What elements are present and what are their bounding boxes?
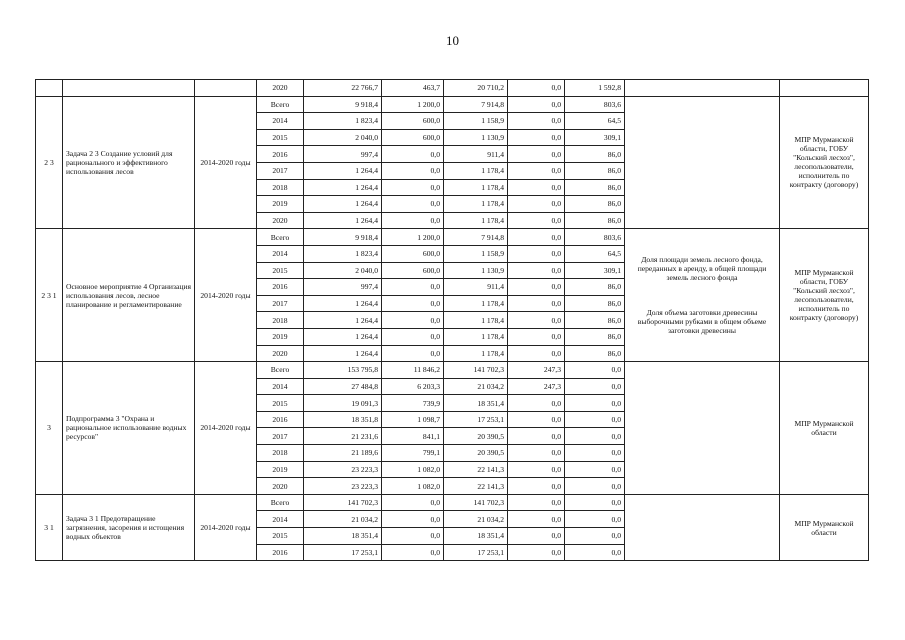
value-cell: 17 253,1: [444, 544, 508, 561]
value-cell: 21 034,2: [444, 378, 508, 395]
value-cell: 86,0: [565, 212, 625, 229]
year-cell: 2018: [257, 312, 304, 329]
value-cell: 0,0: [382, 328, 444, 345]
value-cell: 1 823,4: [304, 245, 382, 262]
table-row: [36, 362, 869, 379]
value-cell: 0,0: [508, 229, 565, 246]
budget-table: [35, 79, 869, 561]
value-cell: 1 130,9: [444, 262, 508, 279]
year-cell: 2016: [257, 279, 304, 296]
year-cell: 2014: [257, 245, 304, 262]
year-cell: 2020: [257, 212, 304, 229]
value-cell: 0,0: [565, 411, 625, 428]
value-cell: 86,0: [565, 345, 625, 362]
value-cell: 0,0: [508, 80, 565, 97]
value-cell: 0,0: [565, 428, 625, 445]
value-cell: 0,0: [508, 96, 565, 113]
value-cell: 1 823,4: [304, 113, 382, 130]
value-cell: 1 264,4: [304, 162, 382, 179]
value-cell: 0,0: [382, 295, 444, 312]
value-cell: 600,0: [382, 262, 444, 279]
table-row: [36, 96, 869, 113]
year-cell: 2020: [257, 80, 304, 97]
page-number: 10: [446, 33, 459, 48]
value-cell: 0,0: [565, 528, 625, 545]
indicators-cell: [625, 494, 780, 560]
value-cell: 309,1: [565, 262, 625, 279]
value-cell: 1 082,0: [382, 478, 444, 495]
row-period: 2014-2020 годы: [195, 96, 257, 229]
value-cell: 997,4: [304, 279, 382, 296]
value-cell: 1 178,4: [444, 162, 508, 179]
value-cell: 0,0: [565, 378, 625, 395]
row-code: 3: [36, 362, 63, 495]
value-cell: 600,0: [382, 113, 444, 130]
value-cell: 6 203,3: [382, 378, 444, 395]
value-cell: 86,0: [565, 279, 625, 296]
row-name: Основное мероприятие 4 Организация использования лесов, лесное планирование и регламентирование: [63, 229, 195, 362]
value-cell: 153 795,8: [304, 362, 382, 379]
value-cell: 600,0: [382, 129, 444, 146]
value-cell: 21 034,2: [444, 511, 508, 528]
value-cell: 1 264,4: [304, 295, 382, 312]
value-cell: 0,0: [508, 345, 565, 362]
value-cell: 1 178,4: [444, 328, 508, 345]
value-cell: 0,0: [508, 445, 565, 462]
value-cell: 0,0: [508, 113, 565, 130]
value-cell: 803,6: [565, 229, 625, 246]
indicator-spacer: [628, 282, 776, 308]
value-cell: 0,0: [508, 411, 565, 428]
value-cell: 0,0: [508, 295, 565, 312]
value-cell: 0,0: [382, 494, 444, 511]
value-cell: 1 200,0: [382, 96, 444, 113]
row-name: Задача 3 1 Предотвращение загрязнения, засорения и истощения водных объектов: [63, 494, 195, 560]
value-cell: 1 178,4: [444, 196, 508, 213]
value-cell: 0,0: [508, 245, 565, 262]
value-cell: 803,6: [565, 96, 625, 113]
value-cell: 0,0: [508, 478, 565, 495]
row-code: 3 1: [36, 494, 63, 560]
value-cell: 21 034,2: [304, 511, 382, 528]
value-cell: 0,0: [382, 345, 444, 362]
year-cell: 2020: [257, 345, 304, 362]
year-cell: 2014: [257, 378, 304, 395]
value-cell: 22 141,3: [444, 461, 508, 478]
value-cell: 9 918,4: [304, 96, 382, 113]
value-cell: 0,0: [565, 445, 625, 462]
table-row: [36, 80, 869, 97]
value-cell: 0,0: [565, 395, 625, 412]
value-cell: 0,0: [508, 129, 565, 146]
value-cell: 997,4: [304, 146, 382, 163]
value-cell: 0,0: [382, 279, 444, 296]
table-body: [36, 80, 869, 561]
value-cell: 7 914,8: [444, 229, 508, 246]
value-cell: 1 178,4: [444, 295, 508, 312]
value-cell: 0,0: [382, 179, 444, 196]
value-cell: 22 766,7: [304, 80, 382, 97]
value-cell: 86,0: [565, 312, 625, 329]
value-cell: 0,0: [565, 511, 625, 528]
value-cell: 0,0: [565, 478, 625, 495]
value-cell: 0,0: [508, 262, 565, 279]
value-cell: 23 223,3: [304, 478, 382, 495]
value-cell: 911,4: [444, 279, 508, 296]
year-cell: 2016: [257, 544, 304, 561]
row-name: Задача 2 3 Создание условий для рационального и эффективного использования лесов: [63, 96, 195, 229]
value-cell: 20 390,5: [444, 445, 508, 462]
year-cell: 2017: [257, 295, 304, 312]
value-cell: 0,0: [508, 395, 565, 412]
year-cell: 2019: [257, 328, 304, 345]
year-cell: 2017: [257, 428, 304, 445]
value-cell: 0,0: [508, 162, 565, 179]
value-cell: 799,1: [382, 445, 444, 462]
value-cell: 1 158,9: [444, 113, 508, 130]
value-cell: 0,0: [508, 511, 565, 528]
value-cell: 1 264,4: [304, 312, 382, 329]
value-cell: 17 253,1: [304, 544, 382, 561]
year-cell: Всего: [257, 494, 304, 511]
row-code: 2 3 1: [36, 229, 63, 362]
value-cell: 1 082,0: [382, 461, 444, 478]
value-cell: 1 178,4: [444, 179, 508, 196]
value-cell: 600,0: [382, 245, 444, 262]
value-cell: 0,0: [508, 196, 565, 213]
value-cell: 86,0: [565, 146, 625, 163]
row-period: 2014-2020 годы: [195, 362, 257, 495]
value-cell: 911,4: [444, 146, 508, 163]
indicator-cell: [625, 80, 780, 97]
value-cell: 1 200,0: [382, 229, 444, 246]
value-cell: 64,5: [565, 113, 625, 130]
indicator-text: Доля площади земель лесного фонда, переданных в аренду, в общей площади земель лесного фонда: [637, 255, 767, 283]
value-cell: 0,0: [508, 312, 565, 329]
value-cell: 0,0: [382, 196, 444, 213]
value-cell: 64,5: [565, 245, 625, 262]
value-cell: 141 702,3: [444, 494, 508, 511]
value-cell: 0,0: [382, 162, 444, 179]
value-cell: 1 264,4: [304, 345, 382, 362]
value-cell: 86,0: [565, 162, 625, 179]
value-cell: 17 253,1: [444, 411, 508, 428]
value-cell: 23 223,3: [304, 461, 382, 478]
value-cell: 0,0: [508, 528, 565, 545]
value-cell: 1 158,9: [444, 245, 508, 262]
value-cell: 0,0: [382, 312, 444, 329]
row-period: 2014-2020 годы: [195, 494, 257, 560]
year-cell: Всего: [257, 229, 304, 246]
value-cell: 0,0: [508, 212, 565, 229]
indicator-text: Доля объема заготовки древесины выборочными рубками в общем объеме заготовки древесины: [637, 308, 767, 336]
value-cell: 1 098,7: [382, 411, 444, 428]
row-period: 2014-2020 годы: [195, 229, 257, 362]
value-cell: 739,9: [382, 395, 444, 412]
value-cell: 21 231,6: [304, 428, 382, 445]
year-cell: 2018: [257, 179, 304, 196]
year-cell: 2019: [257, 461, 304, 478]
year-cell: 2014: [257, 511, 304, 528]
value-cell: 1 178,4: [444, 312, 508, 329]
value-cell: 20 390,5: [444, 428, 508, 445]
year-cell: 2015: [257, 129, 304, 146]
value-cell: 247,3: [508, 362, 565, 379]
executor-cell: МПР Мурманской области: [780, 494, 869, 560]
value-cell: 141 702,3: [304, 494, 382, 511]
year-cell: 2015: [257, 395, 304, 412]
value-cell: 0,0: [382, 146, 444, 163]
year-cell: 2019: [257, 196, 304, 213]
value-cell: 86,0: [565, 328, 625, 345]
executor-cell: МПР Мурманской области, ГОБУ "Кольский лесхоз", лесопользователи, исполнитель по контракту (договору): [780, 96, 869, 229]
executor-cell: [780, 80, 869, 97]
value-cell: 21 189,6: [304, 445, 382, 462]
code-cell: [36, 80, 63, 97]
value-cell: 0,0: [508, 461, 565, 478]
value-cell: 9 918,4: [304, 229, 382, 246]
value-cell: 0,0: [508, 279, 565, 296]
value-cell: 1 264,4: [304, 179, 382, 196]
value-cell: 0,0: [508, 428, 565, 445]
value-cell: 1 130,9: [444, 129, 508, 146]
value-cell: 0,0: [382, 212, 444, 229]
year-cell: 2016: [257, 411, 304, 428]
value-cell: 1 264,4: [304, 212, 382, 229]
value-cell: 86,0: [565, 179, 625, 196]
value-cell: 0,0: [382, 528, 444, 545]
value-cell: 1 264,4: [304, 196, 382, 213]
value-cell: 18 351,8: [304, 411, 382, 428]
row-code: 2 3: [36, 96, 63, 229]
value-cell: 1 592,8: [565, 80, 625, 97]
name-cell: [63, 80, 195, 97]
value-cell: 0,0: [508, 494, 565, 511]
value-cell: 0,0: [565, 362, 625, 379]
value-cell: 1 264,4: [304, 328, 382, 345]
value-cell: 463,7: [382, 80, 444, 97]
value-cell: 86,0: [565, 295, 625, 312]
value-cell: 309,1: [565, 129, 625, 146]
value-cell: 0,0: [565, 461, 625, 478]
year-cell: 2014: [257, 113, 304, 130]
executor-cell: МПР Мурманской области: [780, 362, 869, 495]
year-cell: 2015: [257, 528, 304, 545]
value-cell: 11 846,2: [382, 362, 444, 379]
value-cell: 18 351,4: [444, 528, 508, 545]
value-cell: 0,0: [508, 179, 565, 196]
value-cell: 22 141,3: [444, 478, 508, 495]
value-cell: 0,0: [508, 544, 565, 561]
indicators-cell: [625, 96, 780, 229]
value-cell: 0,0: [508, 146, 565, 163]
year-cell: Всего: [257, 96, 304, 113]
value-cell: 1 178,4: [444, 212, 508, 229]
value-cell: 247,3: [508, 378, 565, 395]
value-cell: 0,0: [382, 544, 444, 561]
year-cell: 2016: [257, 146, 304, 163]
indicators-cell: [625, 362, 780, 495]
value-cell: 18 351,4: [304, 528, 382, 545]
value-cell: 0,0: [565, 494, 625, 511]
indicators-cell: [625, 229, 780, 362]
value-cell: 0,0: [508, 328, 565, 345]
value-cell: 2 040,0: [304, 129, 382, 146]
value-cell: 18 351,4: [444, 395, 508, 412]
value-cell: 19 091,3: [304, 395, 382, 412]
value-cell: 86,0: [565, 196, 625, 213]
value-cell: 2 040,0: [304, 262, 382, 279]
period-cell: [195, 80, 257, 97]
value-cell: 841,1: [382, 428, 444, 445]
year-cell: 2015: [257, 262, 304, 279]
value-cell: 1 178,4: [444, 345, 508, 362]
year-cell: 2018: [257, 445, 304, 462]
year-cell: 2020: [257, 478, 304, 495]
table-row: [36, 229, 869, 246]
value-cell: 0,0: [382, 511, 444, 528]
executor-cell: МПР Мурманской области, ГОБУ "Кольский лесхоз", лесопользователи, исполнитель по контракту (договору): [780, 229, 869, 362]
table-row: [36, 494, 869, 511]
value-cell: 20 710,2: [444, 80, 508, 97]
year-cell: Всего: [257, 362, 304, 379]
value-cell: 27 484,8: [304, 378, 382, 395]
year-cell: 2017: [257, 162, 304, 179]
value-cell: 141 702,3: [444, 362, 508, 379]
value-cell: 0,0: [565, 544, 625, 561]
value-cell: 7 914,8: [444, 96, 508, 113]
row-name: Подпрограмма 3 "Охрана и рациональное использование водных ресурсов": [63, 362, 195, 495]
